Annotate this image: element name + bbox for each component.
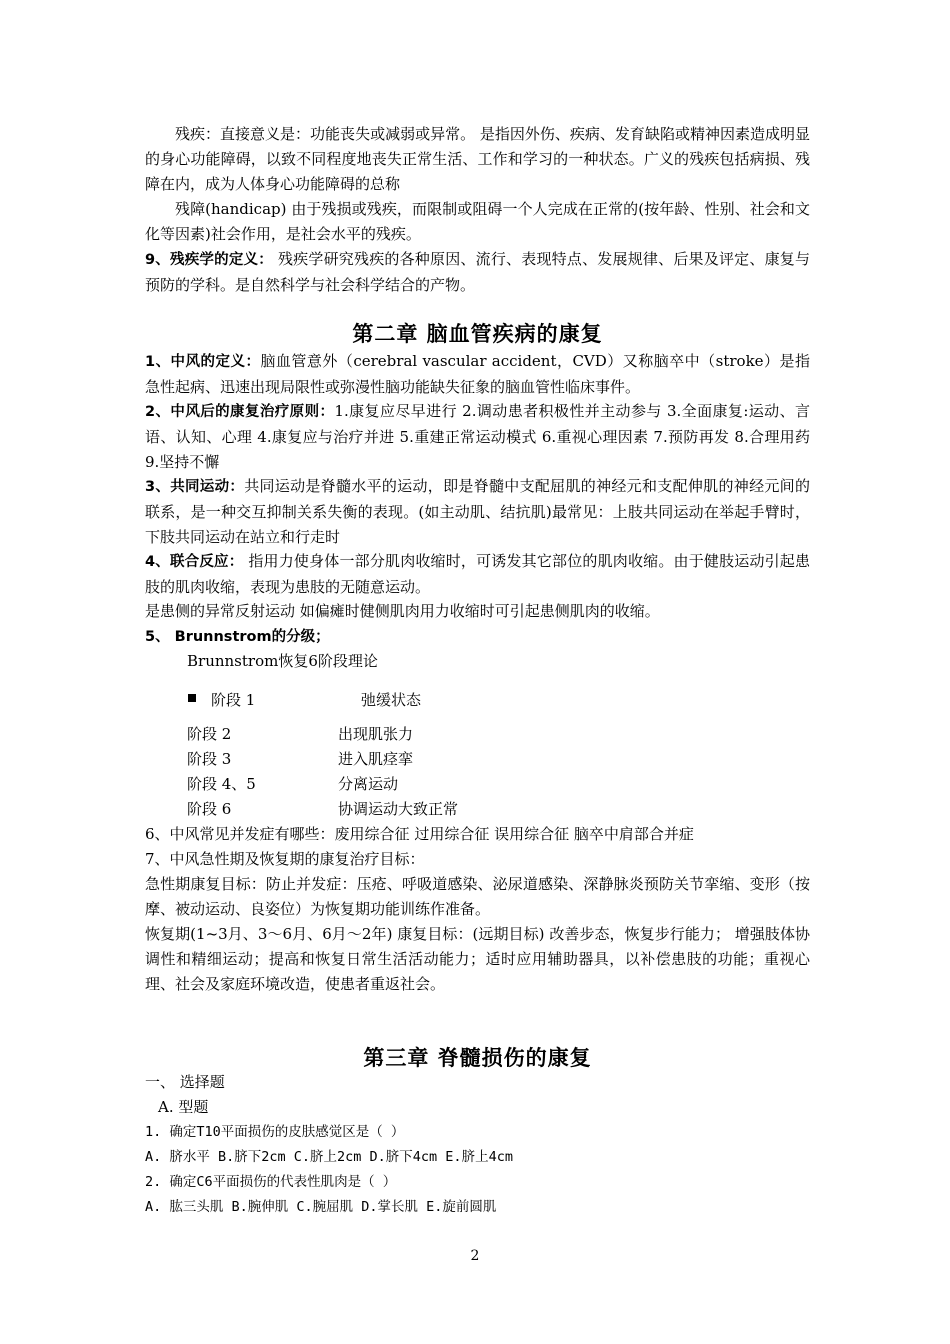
item-text: 1.康复应尽早进行 2.调动患者积极性并主动参与 3.全面康复:运动、言语、认知、心理 4.康复应与治疗并进 5.重建正常运动模式 6.重视心理因素 7.预防再发 8.合理用药 9.坚持不懈 xyxy=(145,402,811,471)
stage-desc: 出现肌张力 xyxy=(338,725,414,743)
question-1: 1. 确定T10平面损伤的皮肤感觉区是（ ） xyxy=(145,1124,405,1140)
stage-label: 阶段 4、5 xyxy=(187,775,256,793)
item-label: 1、中风的定义： xyxy=(145,354,261,370)
stage-label: 阶段 6 xyxy=(187,800,232,818)
handicap-definition: 残障(handicap) 由于残损或残疾，而限制或阻碍一个人完成在正常的(按年龄、性别、社会和文化等因素)社会作用，是社会水平的残疾。 xyxy=(145,200,810,243)
item-label: 4、联合反应： xyxy=(145,554,244,570)
stage-row xyxy=(187,747,414,772)
brunnstrom-heading xyxy=(145,624,810,650)
chapter-2-title: 第二章 脑血管疾病的康复 xyxy=(352,322,603,346)
chapter-3-title: 第三章 脊髓损伤的康复 xyxy=(363,1046,592,1070)
stage-desc: 分离运动 xyxy=(338,775,399,793)
synergy-movement xyxy=(145,474,810,550)
item-text: 脑血管意外（cerebral vascular accident，CVD）又称脑卒中（stroke）是指急性起病、迅速出现局限性或弥漫性脑功能缺失征象的脑血管性临床事件。 xyxy=(145,352,810,396)
stage-desc: 弛缓状态 xyxy=(361,691,422,709)
section-heading: 一、 选择题 xyxy=(145,1073,225,1091)
page-number: 2 xyxy=(470,1248,480,1264)
acute-phase-goals: 急性期康复目标：防止并发症：压疮、呼吸道感染、泌尿道感染、深静脉炎预防关节挛缩、变形（按摩、被动运动、良姿位）为恢复期功能训练作准备。 xyxy=(145,875,810,918)
question-1-options: A. 脐水平 B.脐下2cm C.脐上2cm D.脐下4cm E.脐上4cm xyxy=(145,1149,513,1165)
item-text: 共同运动是脊髓水平的运动，即是脊髓中支配屈肌的神经元和支配伸肌的神经元间的联系，是一种交互抑制关系失衡的表现。(如主动肌、结抗肌)最常见：上肢共同运动在举起手臂时，下肢共同运动在站立和行走时 xyxy=(145,477,810,546)
question-2-options: A. 肱三头肌 B.腕伸肌 C.腕屈肌 D.掌长肌 E.旋前圆肌 xyxy=(145,1199,497,1215)
stage-row xyxy=(187,722,414,747)
brunnstrom-subtitle: Brunnstrom恢复6阶段理论 xyxy=(187,652,378,670)
item-label: 5、 Brunnstrom的分级； xyxy=(145,629,330,645)
disability-definition: 残疾：直接意义是：功能丧失或减弱或异常。 是指因外伤、疾病、发育缺陷或精神因素造成明显的身心功能障碍，以致不同程度地丧失正常生活、工作和学习的一种状态。广义的残疾包括病损、残障在内，成为人体身心功能障碍的总称 xyxy=(145,125,810,193)
item-label: 9、残疾学的定义： xyxy=(145,252,273,268)
bullet-icon xyxy=(188,694,196,702)
item-label: 3、共同运动： xyxy=(145,479,245,495)
stage-label: 阶段 2 xyxy=(187,725,232,743)
associated-reaction xyxy=(145,549,810,600)
stage-label: 阶段 1 xyxy=(211,691,256,709)
disability-study-definition xyxy=(145,247,810,298)
rehab-principles xyxy=(145,399,810,475)
item-label: 2、中风后的康复治疗原则： xyxy=(145,404,335,420)
item-text: 指用力使身体一部分肌肉收缩时，可诱发其它部位的肌肉收缩。由于健肢运动引起患肢的肌肉收缩，表现为患肢的无随意运动。 xyxy=(145,552,810,596)
stage-row xyxy=(187,772,399,797)
question-2: 2. 确定C6平面损伤的代表性肌肉是（ ） xyxy=(145,1174,397,1190)
question-type: A. 型题 xyxy=(158,1098,209,1116)
stage-label: 阶段 3 xyxy=(187,750,232,768)
stage-desc: 协调运动大致正常 xyxy=(338,800,459,818)
treatment-goals-heading: 7、中风急性期及恢复期的康复治疗目标： xyxy=(145,850,425,868)
recovery-phase-goals: 恢复期(1~3月、3～6月、6月～2年) 康复目标：(远期目标) 改善步态，恢复步行能力； 增强肢体协调性和精细运动；提高和恢复日常生活活动能力；适时应用辅助器具，以补偿患肢的功能；重视心理、社会及家庭环境改造，使患者重返社会。 xyxy=(145,925,810,993)
stage-row xyxy=(187,797,459,822)
item-text: 残疾学研究残疾的各种原因、流行、表现特点、发展规律、后果及评定、康复与预防的学科。是自然科学与社会科学结合的产物。 xyxy=(145,250,810,294)
stage-row xyxy=(211,688,422,713)
stage-desc: 进入肌痉挛 xyxy=(338,750,414,768)
associated-reaction-note: 是患侧的异常反射运动 如偏瘫时健侧肌肉用力收缩时可引起患侧肌肉的收缩。 xyxy=(145,602,660,620)
stroke-definition xyxy=(145,349,810,400)
complications: 6、中风常见并发症有哪些：废用综合征 过用综合征 误用综合征 脑卒中肩部合并症 xyxy=(145,825,694,843)
